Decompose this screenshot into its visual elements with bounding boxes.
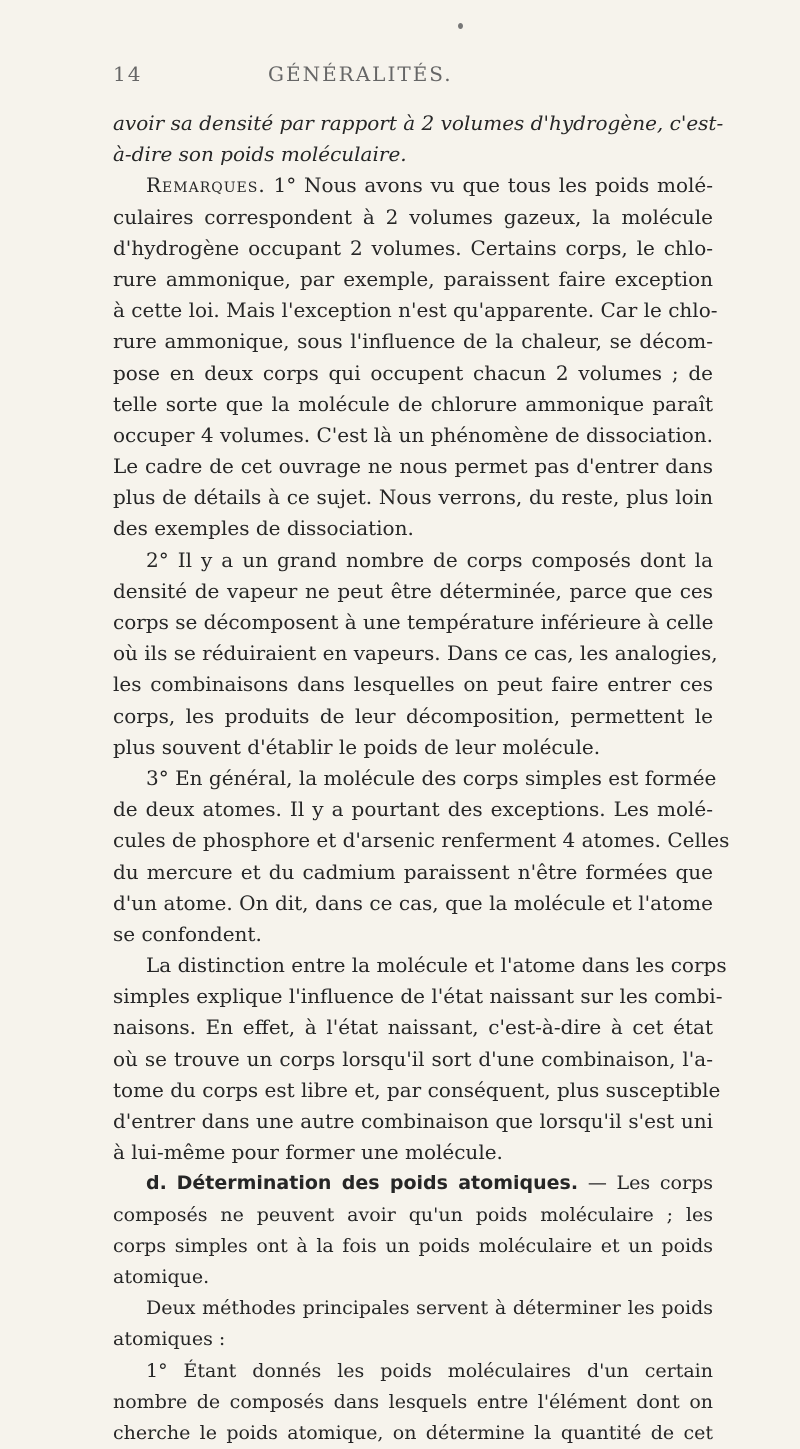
text-line: les combinaisons dans lesquelles on peut faire entrer ces (113, 672, 713, 697)
text-line: d'entrer dans une autre combinaison que lorsqu'il s'est uni (113, 1109, 713, 1133)
text-line: Remarques. 1° Nous avons vu que tous les poids molé- (146, 173, 713, 198)
text-line: atomiques : (113, 1328, 226, 1351)
text-line: où ils se réduiraient en vapeurs. Dans ce cas, les analogies, (113, 641, 718, 666)
text-line: cules de phosphore et d'arsenic renferment 4 atomes. Celles (113, 828, 730, 853)
page-body (113, 108, 730, 1449)
text-line: 2° Il y a un grand nombre de corps composés dont la (146, 547, 713, 572)
remarks-label: Remarques. (146, 173, 266, 198)
section-title: Détermination des poids atomiques. (176, 1172, 579, 1195)
text-line: culaires correspondent à 2 volumes gazeux, la molécule (113, 204, 713, 229)
text-line: pose en deux corps qui occupent chacun 2 volumes ; de (113, 360, 713, 385)
text-line: avoir sa densité par rapport à 2 volumes d'hydrogène, c'est- (113, 111, 724, 135)
ink-speck (458, 23, 463, 29)
text-line: plus souvent d'établir le poids de leur molécule. (113, 734, 601, 759)
text-line: d'un atome. On dit, dans ce cas, que la molécule et l'atome (113, 890, 713, 915)
text-line: La distinction entre la molécule et l'atome dans les corps (146, 953, 727, 978)
text-line: 1° Étant donnés les poids moléculaires d'un certain (146, 1359, 713, 1382)
text-line: tome du corps est libre et, par conséquent, plus susceptible (113, 1077, 721, 1102)
page-header (113, 62, 713, 92)
text-line: plus de détails à ce sujet. Nous verrons, du reste, plus loin (113, 485, 713, 510)
text-line: rure ammonique, sous l'influence de la chaleur, se décom- (113, 329, 713, 354)
text-line: cherche le poids atomique, on détermine la quantité de cet (113, 1421, 713, 1444)
text-line: occuper 4 volumes. C'est là un phénomène de dissociation. (113, 422, 713, 447)
section-number: d. (146, 1172, 167, 1195)
page-number: 14 (113, 62, 143, 86)
text-line: naisons. En effet, à l'état naissant, c'est-à-dire à cet état (113, 1015, 713, 1040)
text-line: de deux atomes. Il y a pourtant des exceptions. Les molé- (113, 797, 713, 822)
text-line: densité de vapeur ne peut être déterminée, parce que ces (113, 578, 713, 603)
text-line: 3° En général, la molécule des corps simples est formée (146, 765, 717, 790)
text-line: Le cadre de cet ouvrage ne nous permet pas d'entrer dans (113, 454, 713, 479)
text-line: se confondent. (113, 921, 262, 946)
text-line: telle sorte que la molécule de chlorure ammonique paraît (113, 391, 713, 416)
section-heading-line: d. Détermination des poids atomiques. — Les corps (146, 1172, 713, 1195)
text-line: atomique. (113, 1265, 210, 1288)
text-line: où se trouve un corps lorsqu'il sort d'une combinaison, l'a- (113, 1046, 713, 1071)
running-title: GÉNÉRALITÉS. (268, 62, 453, 86)
text-line: du mercure et du cadmium paraissent n'être formées que (113, 859, 713, 884)
text-line: à lui-même pour former une molécule. (113, 1140, 503, 1165)
text-line: nombre de composés dans lesquels entre l'élément dont on (113, 1390, 713, 1413)
text-line: composés ne peuvent avoir qu'un poids moléculaire ; les (113, 1203, 713, 1226)
text-line: simples explique l'influence de l'état naissant sur les combi- (113, 984, 723, 1009)
text-line: rure ammonique, par exemple, paraissent faire exception (113, 266, 713, 291)
text-line: à-dire son poids moléculaire. (113, 142, 407, 167)
text-line: corps, les produits de leur décomposition, permettent le (113, 703, 713, 728)
text-line: des exemples de dissociation. (113, 516, 414, 541)
text-line: Deux méthodes principales servent à déterminer les poids (146, 1297, 713, 1320)
text-line: d'hydrogène occupant 2 volumes. Certains corps, le chlo- (113, 235, 713, 260)
text-line: corps simples ont à la fois un poids moléculaire et un poids (113, 1234, 713, 1257)
text-line: corps se décomposent à une température inférieure à celle (113, 610, 714, 634)
text-line: à cette loi. Mais l'exception n'est qu'apparente. Car le chlo- (113, 298, 718, 323)
